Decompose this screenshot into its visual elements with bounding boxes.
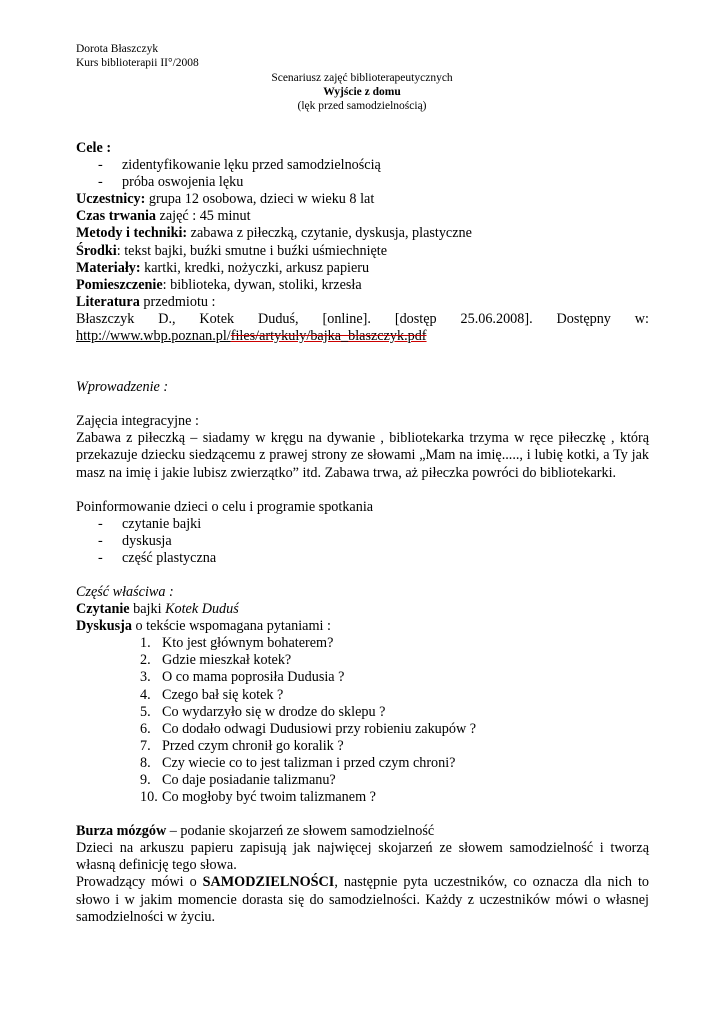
cele-list: [76, 157, 649, 191]
program-list: [76, 516, 649, 567]
burza-paragraph-1: Dzieci na arkuszu papieru zapisują jak najwięcej skojarzeń ze słowem samodzielność i tworzą własną definicję tego słowa.: [76, 840, 649, 874]
list-item: 1. Kto jest głównym bohaterem?: [140, 635, 334, 652]
list-item: 3. O co mama poprosiła Dudusia ?: [140, 669, 345, 686]
list-item: 8. Czy wiecie co to jest talizman i przed czym chroni?: [140, 754, 456, 771]
document-body: [76, 140, 649, 926]
srodki-line: Środki: tekst bajki, buźki smutne i buźki uśmiechnięte: [76, 242, 388, 259]
course: Kurs biblioterapii II°/2008: [76, 57, 199, 69]
literatura-line: Literatura przedmiotu :: [76, 293, 216, 310]
list-item: - próba oswojenia lęku: [98, 174, 244, 191]
link-url-part2[interactable]: files/artykuly/bajka_blaszczyk.pdf: [230, 328, 427, 345]
doc-type: Scenariusz zajęć biblioterapeutycznych: [271, 72, 453, 84]
link-url-part1[interactable]: http://www.wbp.poznan.pl/: [76, 328, 231, 345]
literatura-link[interactable]: [76, 328, 649, 345]
questions-list: [76, 635, 649, 806]
metody-line: Metody i techniki: zabawa z piłeczką, czytanie, dyskusja, plastyczne: [76, 225, 472, 242]
list-item: - zidentyfikowanie lęku przed samodzielnością: [98, 157, 381, 174]
author: Dorota Błaszczyk: [76, 43, 159, 55]
doc-title: Wyjście z domu: [323, 86, 401, 98]
list-item: 5. Co wydarzyło się w drodze do sklepu ?: [140, 703, 386, 720]
program-intro: Poinformowanie dzieci o celu i programie spotkania: [76, 498, 374, 515]
list-item: - część plastyczna: [98, 549, 217, 566]
czytanie-line: Czytanie bajki Kotek Duduś: [76, 601, 239, 618]
cele-heading: Cele :: [76, 140, 112, 156]
burza-paragraph-2: Prowadzący mówi o SAMODZIELNOŚCI, następnie pyta uczestników, co oznacza dla nich to słowo i w jakim momencie dorasta się do samodzielności. Każdy z uczestników mówi o własnej samodzielności w życiu.: [76, 874, 649, 925]
burza-line: Burza mózgów – podanie skojarzeń ze słowem samodzielność: [76, 823, 435, 840]
czesc-heading: Część właściwa :: [76, 583, 174, 600]
uczestnicy-line: Uczestnicy: grupa 12 osobowa, dzieci w wieku 8 lat: [76, 191, 375, 208]
wprowadzenie-paragraph: Zabawa z piłeczką – siadamy w kręgu na dywanie , bibliotekarka trzyma w ręce piłeczkę , którą przekazuje dziecku siedzącemu z prawej strony ze słowami „Mam na imię....., i lubię kotki, a Ty jak masz na imię i jakie lubisz zwierzątko” itd. Zabawa trwa, aż piłeczka powróci do bibliotekarki.: [76, 430, 649, 481]
literatura-ref: Błaszczyk D., Kotek Duduś, [online]. [dostęp 25.06.2008]. Dostępny w:: [76, 310, 649, 327]
list-item: 6. Co dodało odwagi Dudusiowi przy robieniu zakupów ?: [140, 720, 477, 737]
list-item: 9. Co daje posiadanie talizmanu?: [140, 772, 336, 788]
list-item: 7. Przed czym chronił go koralik ?: [140, 737, 344, 754]
list-item: 2. Gdzie mieszkał kotek?: [140, 652, 292, 669]
list-item: 4. Czego bał się kotek ?: [140, 686, 284, 703]
czas-line: Czas trwania zajęć : 45 minut: [76, 208, 251, 225]
wprowadzenie-heading: Wprowadzenie :: [76, 379, 169, 396]
doc-subtitle: (lęk przed samodzielnością): [297, 100, 427, 112]
pomieszczenie-line: Pomieszczenie: biblioteka, dywan, stoliki, krzesła: [76, 276, 362, 293]
wprowadzenie-sub: Zajęcia integracyjne :: [76, 413, 199, 430]
dyskusja-line: Dyskusja o tekście wspomagana pytaniami :: [76, 618, 331, 635]
list-item: - dyskusja: [98, 532, 172, 549]
materialy-line: Materiały: kartki, kredki, nożyczki, arkusz papieru: [76, 259, 370, 276]
list-item: 10. Co mogłoby być twoim talizmanem ?: [140, 789, 376, 806]
list-item: - czytanie bajki: [98, 515, 202, 532]
